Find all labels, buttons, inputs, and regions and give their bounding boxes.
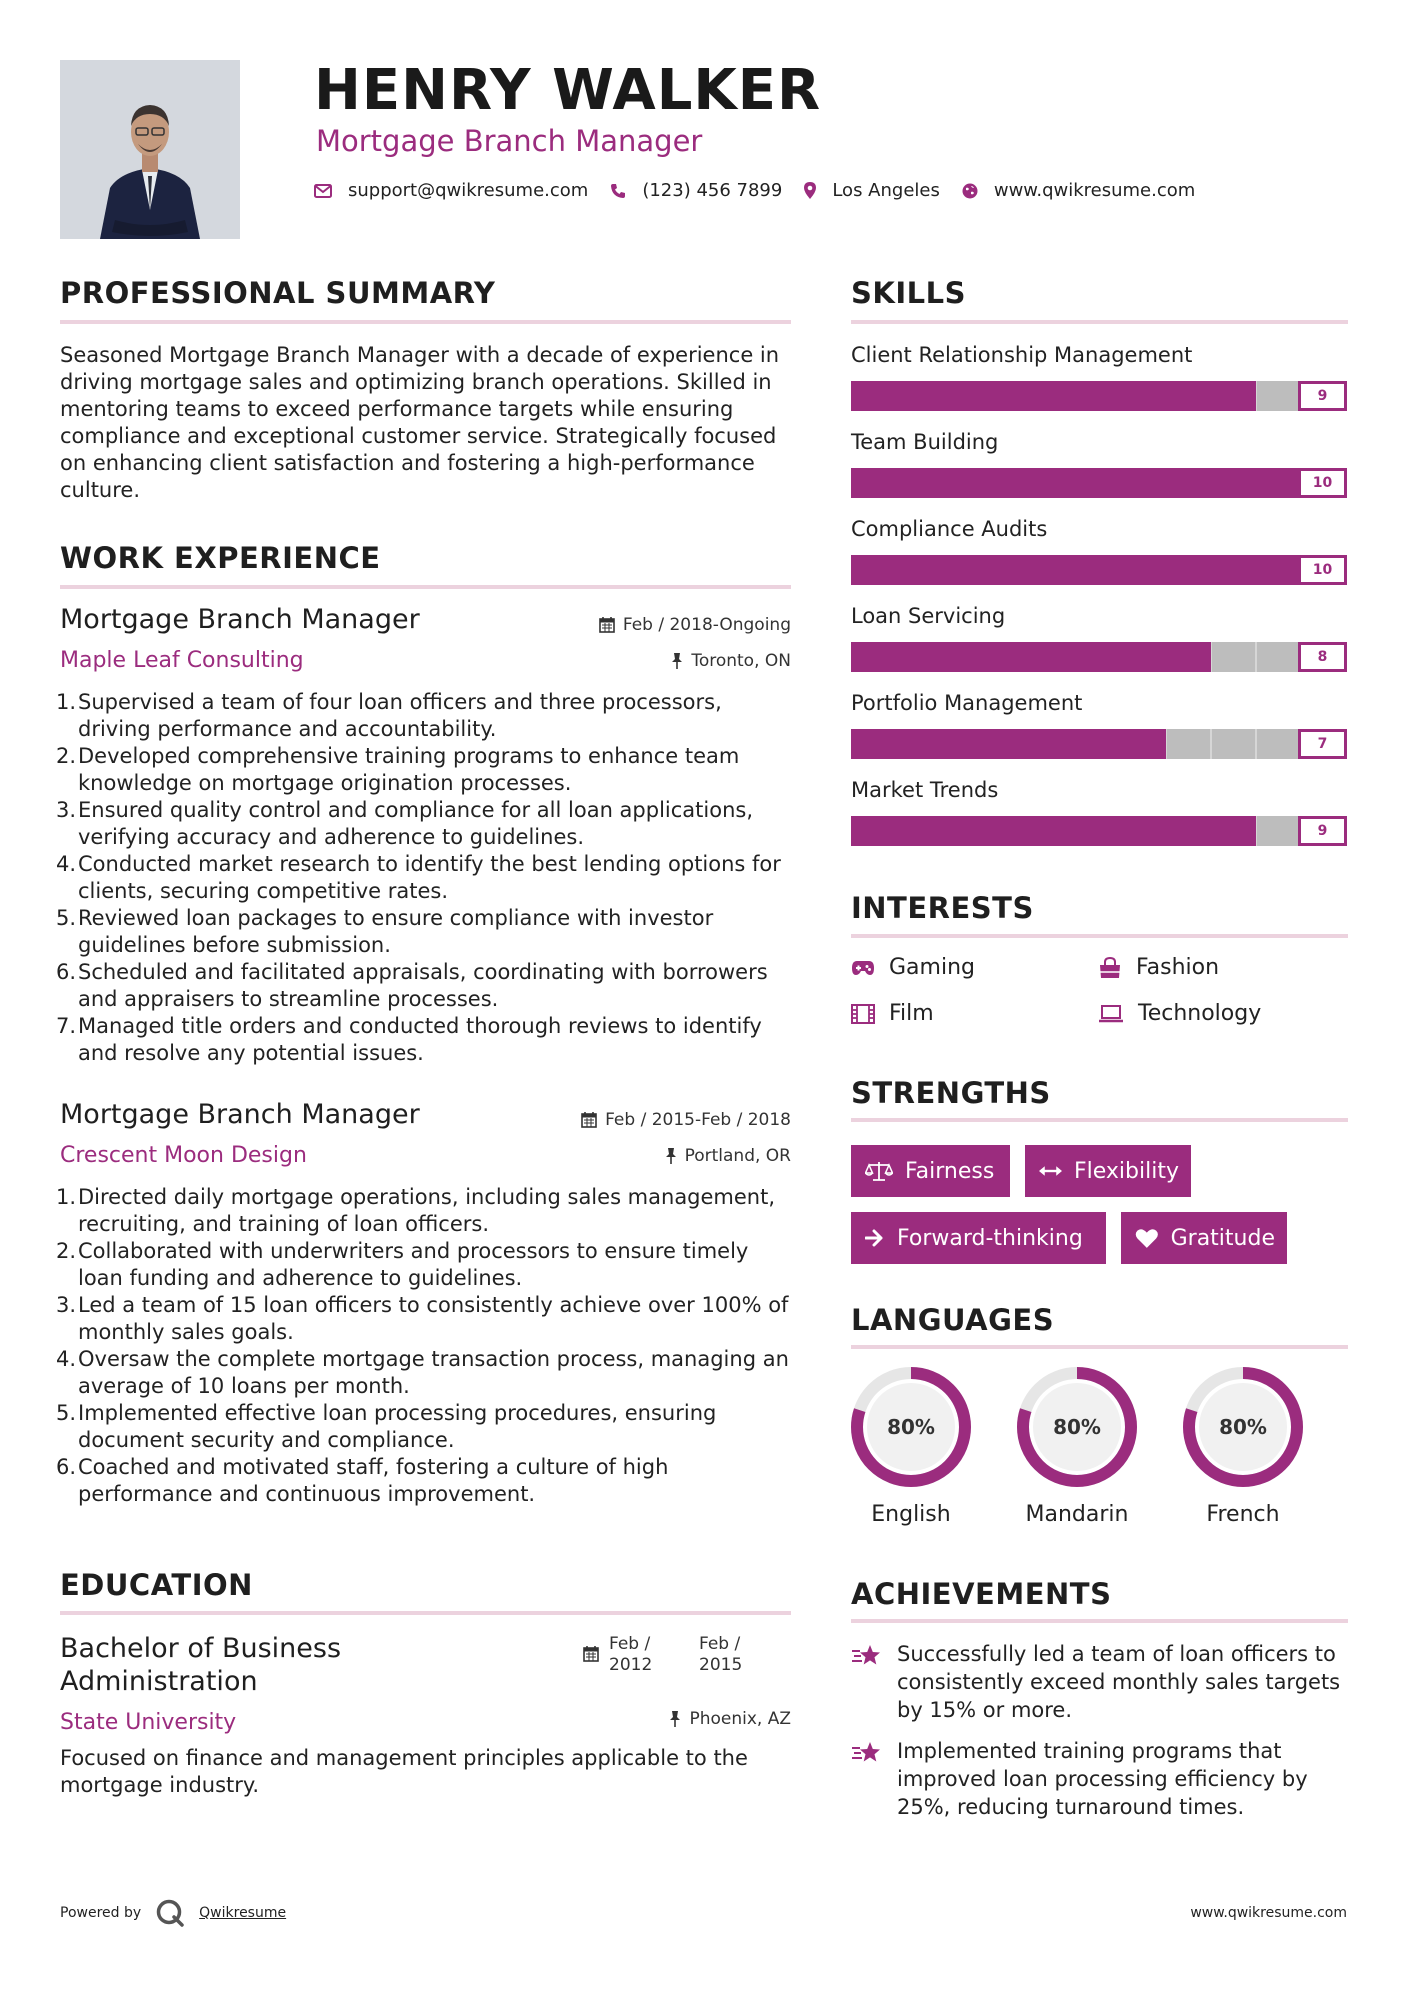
job-company: Crescent Moon Design [60,1143,307,1168]
job-location-text: Portland, OR [684,1146,791,1166]
contact-location [804,180,940,201]
job-dates-text: Feb / 2018-Ongoing [622,615,791,635]
interests-divider [851,934,1348,938]
calendar-icon [581,1112,597,1128]
skill-label: Team Building [851,430,999,454]
skill-label: Portfolio Management [851,691,1083,715]
skill-label: Client Relationship Management [851,343,1193,367]
end-date-year: 2015 [699,1655,743,1675]
education-start-date [609,1634,652,1676]
education-dates-icon-wrap [583,1646,607,1662]
strength-badge-flexibility [1025,1145,1191,1197]
interests-heading: INTERESTS [851,891,1034,925]
language-percent: 80% [1053,1415,1101,1439]
contact-phone[interactable] [610,180,782,201]
skill-label: Market Trends [851,778,999,802]
language-label: Mandarin [1025,1502,1129,1527]
summary-divider [60,320,791,324]
duty-item: Led a team of 15 loan officers to consistently achieve over 100% of monthly sales goals. [78,1293,789,1344]
arrow-right-icon [865,1229,885,1247]
language-ring [849,1365,973,1489]
achievement-item [851,1737,1348,1821]
education-location [669,1709,791,1729]
interest-label: Film [889,1001,934,1026]
skill-track-divider [1210,729,1212,759]
end-date-month: Feb / [699,1634,741,1654]
school-name: State University [60,1710,237,1735]
email-text: support@qwikresume.com [348,180,589,201]
envelope-icon [314,184,332,198]
person-portrait-icon [60,60,240,239]
skill-label: Compliance Audits [851,517,1048,541]
skill-track [851,555,1301,585]
education-end-date [699,1634,742,1676]
star-award-icon [851,1643,883,1669]
footer-website[interactable]: www.qwikresume.com [1190,1905,1347,1921]
heart-icon [1135,1228,1159,1249]
experience-heading: WORK EXPERIENCE [60,541,381,575]
skill-fill [851,816,1256,846]
laptop-icon [1098,1005,1124,1023]
duty-item: Implemented effective loan processing procedures, ensuring document security and compliance. [78,1401,717,1452]
strength-label: Flexibility [1074,1158,1179,1184]
candidate-role: Mortgage Branch Manager [316,124,703,158]
skill-rating-bar [851,381,1345,411]
website-text: www.qwikresume.com [993,180,1196,201]
duty-item: Managed title orders and conducted thorough reviews to identify and resolve any potential issues. [78,1014,762,1065]
strengths-heading: STRENGTHS [851,1076,1051,1110]
profile-photo [60,60,240,239]
footer-branding [60,1898,286,1928]
skill-score: 9 [1298,381,1347,411]
job-company: Maple Leaf Consulting [60,648,304,673]
interest-label: Technology [1138,1001,1262,1026]
job-title: Mortgage Branch Manager [60,604,420,635]
language-percent: 80% [1219,1415,1267,1439]
phone-text: (123) 456 7899 [642,180,783,201]
skill-fill [851,642,1211,672]
achievement-text: Successfully led a team of loan officers to consistently exceed monthly sales targets by 15% or more. [897,1642,1341,1722]
location-text: Los Angeles [832,180,940,201]
star-award-icon [851,1740,883,1766]
start-date-year: 2012 [609,1655,653,1675]
education-location-text: Phoenix, AZ [689,1709,791,1729]
strength-badge-fairness [851,1145,1010,1197]
skill-track [851,729,1301,759]
skill-score: 10 [1298,468,1347,498]
job-dates-text: Feb / 2015-Feb / 2018 [605,1110,791,1130]
job-duties-list [60,1184,795,1508]
pushpin-icon [671,653,683,669]
duty-item: Coached and motivated staff, fostering a culture of high performance and continuous improvement. [78,1455,669,1506]
strength-label: Forward-thinking [897,1225,1083,1251]
skill-fill [851,381,1256,411]
duty-item: Oversaw the complete mortgage transaction process, managing an average of 10 loans per month. [78,1347,789,1398]
interest-item-gaming [851,955,975,980]
skill-label: Loan Servicing [851,604,1006,628]
skill-score: 8 [1298,642,1347,672]
skill-rating-bar [851,555,1345,585]
job-dates [581,1110,791,1130]
strength-label: Fairness [905,1158,995,1184]
duty-item: Collaborated with underwriters and processors to ensure timely loan funding and adherence to guidelines. [78,1239,749,1290]
contact-bar [314,180,1217,201]
strength-label: Gratitude [1170,1225,1275,1251]
pushpin-icon [665,1148,677,1164]
skills-divider [851,320,1348,324]
phone-icon [610,183,626,199]
duty-item: Supervised a team of four loan officers and three processors, driving performance and accountability. [78,690,722,741]
skills-heading: SKILLS [851,276,966,310]
language-ring [1181,1365,1305,1489]
languages-heading: LANGUAGES [851,1303,1055,1337]
job-duties-list [60,689,795,1067]
duty-item: Directed daily mortgage operations, including sales management, recruiting, and training of loan officers. [78,1185,776,1236]
film-icon [851,1004,875,1024]
education-description: Focused on finance and management principles applicable to the mortgage industry. [60,1746,748,1797]
contact-website[interactable] [962,180,1195,201]
achievements-heading: ACHIEVEMENTS [851,1577,1112,1611]
skill-score: 7 [1298,729,1347,759]
globe-icon [962,183,978,199]
calendar-icon [583,1646,599,1662]
skill-score: 10 [1298,555,1347,585]
skill-rating-bar [851,642,1345,672]
interest-label: Gaming [889,955,975,980]
summary-heading: PROFESSIONAL SUMMARY [60,276,496,310]
job-location [671,651,791,671]
strength-badge-gratitude [1121,1212,1287,1264]
languages-divider [851,1345,1348,1349]
start-date-month: Feb / [609,1634,651,1654]
language-ring [1015,1365,1139,1489]
language-percent: 80% [887,1415,935,1439]
achievement-text: Implemented training programs that improved loan processing efficiency by 25%, reducing turnaround times. [897,1739,1308,1819]
gamepad-icon [851,960,875,976]
education-divider [60,1611,791,1615]
calendar-icon [599,617,615,633]
skill-track [851,468,1301,498]
duty-item: Scheduled and facilitated appraisals, coordinating with borrowers and appraisers to streamline processes. [78,960,768,1011]
job-title: Mortgage Branch Manager [60,1099,420,1130]
degree-title-line1: Bachelor of Business [60,1633,342,1664]
interest-item-fashion [1098,955,1219,980]
skill-fill [851,468,1301,498]
shopping-bag-icon [1098,957,1122,979]
skill-rating-bar [851,729,1345,759]
achievements-divider [851,1619,1348,1623]
contact-email[interactable] [314,180,588,201]
balance-scale-icon [865,1160,893,1182]
duty-item: Developed comprehensive training programs to enhance team knowledge on mortgage origination processes. [78,744,740,795]
skill-rating-bar [851,468,1345,498]
interest-item-technology [1098,1001,1261,1026]
pushpin-icon [669,1711,681,1727]
job-dates [599,615,791,635]
strengths-divider [851,1118,1348,1122]
summary-text: Seasoned Mortgage Branch Manager with a decade of experience in driving mortgage sales and optimizing branch operations. Skilled in mentoring teams to exceed performance targets while ensuring compliance and exceptional customer service. Strategically focused on enhancing client satisfaction and fostering a high-performance culture. [60,343,780,502]
experience-divider [60,585,791,589]
skill-track-divider [1255,642,1257,672]
interest-item-film [851,1001,934,1026]
map-pin-icon [804,182,816,199]
skill-score: 9 [1298,816,1347,846]
interest-label: Fashion [1136,955,1220,980]
qwikresume-logo-icon [155,1898,185,1928]
skill-fill [851,729,1166,759]
candidate-name: HENRY WALKER [314,58,822,123]
language-label: French [1206,1502,1280,1527]
language-label: English [871,1502,951,1527]
degree-title-line2: Administration [60,1666,258,1697]
skill-track [851,816,1301,846]
duty-item: Ensured quality control and compliance for all loan applications, verifying accuracy and adherence to guidelines. [78,798,754,849]
duty-item: Conducted market research to identify the best lending options for clients, securing competitive rates. [78,852,781,903]
job-location [665,1146,791,1166]
skill-track-divider [1255,729,1257,759]
strength-badge-forward-thinking [851,1212,1106,1264]
powered-by-text: Powered by [60,1905,142,1921]
education-heading: EDUCATION [60,1568,253,1602]
job-location-text: Toronto, ON [691,651,791,671]
skill-track [851,381,1301,411]
arrows-horizontal-icon [1039,1164,1062,1178]
skill-rating-bar [851,816,1345,846]
duty-item: Reviewed loan packages to ensure compliance with investor guidelines before submission. [78,906,714,957]
skill-fill [851,555,1301,585]
skill-track [851,642,1301,672]
qwikresume-link[interactable]: Qwikresume [199,1905,287,1921]
achievement-item [851,1640,1348,1724]
